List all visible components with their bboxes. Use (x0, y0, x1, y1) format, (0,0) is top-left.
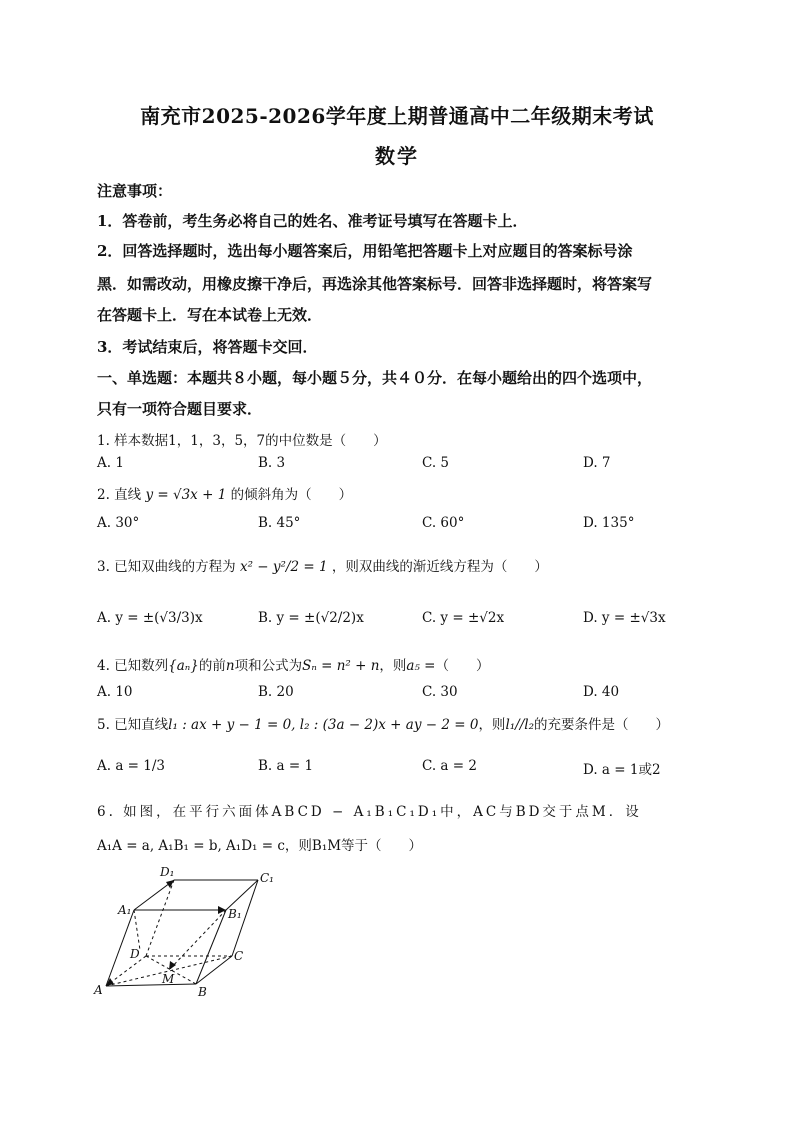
question-5-option-c: C. a = 2 (422, 758, 477, 774)
subject-title: 数学 (375, 144, 419, 168)
question-6-line-2: A₁A = a, A₁B₁ = b, A₁D₁ = c，则B₁M等于（ ） (97, 838, 423, 854)
question-4-then: ，则 (379, 658, 407, 674)
question-5-option-b: B. a = 1 (258, 758, 314, 774)
label-a1: A₁ (118, 903, 132, 917)
question-3-stem (97, 555, 548, 575)
question-3-option-a: A. y = ±(√3/3)x (97, 610, 203, 626)
notice-item-2-line-3: 在答题卡上．写在本试卷上无效． (97, 306, 323, 324)
notice-item-1: 1．答卷前，考生务必将自己的姓名、准考证号填写在答题卡上． (97, 212, 528, 230)
question-4-sum-formula: Sₙ = n² + n (302, 658, 380, 674)
label-d: D (130, 947, 140, 961)
notice-heading: 注意事项： (97, 182, 173, 200)
question-4-n: n (225, 658, 235, 674)
notice-item-3: 3．考试结束后，将答题卡交回． (97, 338, 318, 356)
label-b: B (198, 985, 207, 999)
notice-item-2-line-2: 黑．如需改动，用橡皮擦干净后，再选涂其他答案标号．回答非选择题时，将答案写 (97, 275, 653, 293)
question-3-prefix: 3. 已知双曲线的方程为 (97, 559, 236, 575)
question-5-condition: l₁//l₂ (505, 717, 534, 733)
question-2-equation: y = √3x + 1 (145, 487, 227, 503)
section-heading-line-1: 一、单选题：本题共８小题，每小题５分，共４０分．在每小题给出的四个选项中， (97, 369, 653, 387)
question-3-option-d: D. y = ±√3x (583, 610, 666, 626)
question-4-option-a: A. 10 (97, 684, 133, 700)
question-4-tail: （ ） (435, 658, 490, 674)
question-3-option-b: B. y = ±(√2/2)x (258, 610, 364, 626)
question-4-stem (97, 654, 489, 674)
question-6-line-1: 6. 如图，在平行六面体ABCD − A₁B₁C₁D₁中，AC与BD交于点M．设 (97, 804, 642, 820)
question-2-stem (97, 483, 352, 503)
question-2-option-c: C. 60° (422, 515, 465, 531)
notice-item-2-line-1: 2．回答选择题时，选出每小题答案后，用铅笔把答题卡上对应题目的答案标号涂 (97, 242, 633, 260)
question-4-option-c: C. 30 (422, 684, 458, 700)
question-5-stem (97, 713, 669, 733)
question-1-option-d: D. 7 (583, 455, 611, 471)
question-3-equation: x² − y²/2 = 1 (239, 559, 328, 575)
label-b1: B₁ (228, 907, 242, 921)
question-4-option-d: D. 40 (583, 684, 620, 700)
question-4-prefix: 4. 已知数列 (97, 658, 169, 674)
question-3-suffix: ，则双曲线的渐近线方程为（ ） (331, 559, 548, 575)
question-4-option-b: B. 20 (258, 684, 294, 700)
question-5-tail: 的充要条件是（ ） (534, 717, 669, 733)
exam-title: 南充市2025-2026学年度上期普通高中二年级期末考试 (140, 104, 654, 128)
question-5-option-a: A. a = 1/3 (97, 758, 166, 774)
label-m: M (162, 972, 175, 986)
question-2-option-d: D. 135° (583, 515, 635, 531)
question-2-suffix: 的倾斜角为（ ） (230, 487, 353, 503)
question-5-option-d: D. a = 1或2 (583, 762, 661, 778)
question-4-mid: 的前 (198, 658, 226, 674)
arrow-a1d1 (166, 880, 174, 888)
label-c: C (234, 949, 244, 963)
question-2-option-a: A. 30° (97, 515, 140, 531)
edge-a-b (106, 984, 196, 986)
question-1-option-a: A. 1 (97, 455, 124, 471)
arrow-b1m (169, 961, 176, 970)
question-1-stem: 1. 样本数据1，1，3，5，7的中位数是（ ） (97, 433, 387, 449)
question-4-a5: a₅ = (406, 658, 436, 674)
label-c1: C₁ (260, 871, 274, 885)
edge-d1-d-hidden (146, 880, 174, 956)
segment-b1-m (169, 910, 226, 970)
question-4-mid2: 项和公式为 (234, 658, 303, 674)
parallelepiped-figure (90, 860, 290, 1000)
label-d1: D₁ (160, 865, 175, 879)
question-2-option-b: B. 45° (258, 515, 301, 531)
question-4-sequence: {aₙ} (168, 658, 199, 674)
question-5-then: ，则 (478, 717, 506, 733)
question-5-prefix: 5. 已知直线 (97, 717, 169, 733)
question-3-option-c: C. y = ±√2x (422, 610, 505, 626)
label-a: A (94, 983, 103, 997)
question-1-option-b: B. 3 (258, 455, 286, 471)
segment-a1-inner (134, 910, 140, 950)
question-1-option-c: C. 5 (422, 455, 450, 471)
question-5-equations: l₁ : ax + y − 1 = 0, l₂ : (3a − 2)x + ay − 2 = 0 (168, 717, 479, 733)
section-heading-line-2: 只有一项符合题目要求． (97, 400, 263, 418)
question-2-prefix: 2. 直线 (97, 487, 142, 503)
